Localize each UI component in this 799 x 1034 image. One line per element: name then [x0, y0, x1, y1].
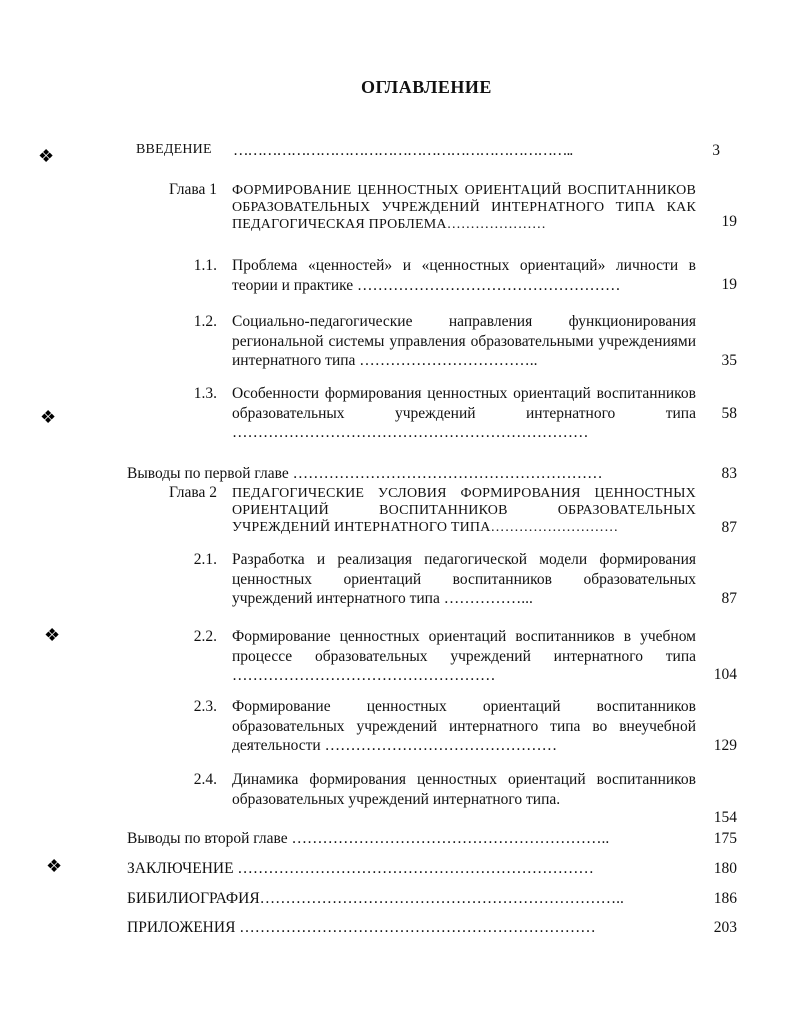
toc-section-2-3-page: 129: [713, 737, 737, 754]
toc-section-2-2-title: Формирование ценностных ориентаций воспитанников в учебном процессе образовательных учреждений интернатного типа ……………………………………………: [232, 628, 696, 684]
toc-entry-intro-page: 3: [712, 142, 720, 159]
toc-entry-intro-title: ВВЕДЕНИЕ: [136, 142, 212, 157]
toc-section-2-3-label: 2.3.: [193, 698, 217, 715]
toc-section-2-4-page: 154: [713, 809, 737, 826]
toc-section-2-3-title: Формирование ценностных ориентаций воспитанников образовательных учреждений интернатного типа во внеучебной деятельности ………………………………………: [232, 698, 696, 754]
toc-section-1-2-page: 35: [721, 352, 737, 369]
binding-mark: ❖: [46, 856, 63, 876]
toc-section-2-1-title: Разработка и реализация педагогической модели формирования ценностных ориентаций воспитанников образовательных учреждений интернатного типа ……………...: [232, 551, 696, 607]
toc-section-2-4-label: 2.4.: [193, 771, 217, 788]
toc-final-title: ЗАКЛЮЧЕНИЕ ……………………………………………………………: [127, 860, 594, 877]
toc-chapter-1-page: 19: [721, 213, 737, 230]
toc-chapter-2-title: ПЕДАГОГИЧЕСКИЕ УСЛОВИЯ ФОРМИРОВАНИЯ ЦЕННОСТНЫХ ОРИЕНТАЦИЙ ВОСПИТАННИКОВ ОБРАЗОВАТЕЛЬНЫХ УЧРЕЖДЕНИЙ ИНТЕРНАТНОГО ТИПА………………………: [232, 486, 696, 535]
toc-section-1-1-page: 19: [721, 276, 737, 293]
toc-section-1-2-label: 1.2.: [193, 313, 217, 330]
toc-final-page: 180: [713, 860, 737, 877]
toc-chapter-2-page: 87: [721, 519, 737, 536]
binding-mark: ❖: [38, 146, 55, 166]
toc-appendix-title: ПРИЛОЖЕНИЯ ……………………………………………………………: [127, 919, 596, 936]
page-title: ОГЛАВЛЕНИЕ: [361, 77, 492, 97]
toc-chapter-2-label: Глава 2: [168, 484, 217, 501]
toc-section-1-3-title: Особенности формирования ценностных ориентаций воспитанников образовательных учреждений интернатного типа ……………………………………………………………: [232, 385, 696, 441]
toc-chapter-1-title: ФОРМИРОВАНИЕ ЦЕННОСТНЫХ ОРИЕНТАЦИЙ ВОСПИТАННИКОВ ОБРАЗОВАТЕЛЬНЫХ УЧРЕЖДЕНИЙ ИНТЕРНАТНОГО ТИПА КАК ПЕДАГОГИЧЕСКАЯ ПРОБЛЕМА…………………: [232, 183, 696, 232]
binding-mark: ❖: [44, 625, 61, 645]
toc-leader-dots: ……………………………………………………………..: [233, 142, 573, 159]
toc-bibliography-title: БИБИЛИОГРАФИЯ……………………………………………………………..: [127, 890, 624, 907]
toc-section-2-1-page: 87: [721, 590, 737, 607]
toc-section-2-2-page: 104: [713, 666, 737, 683]
toc-conclusion-1-title: Выводы по первой главе ……………………………………………………: [127, 465, 603, 482]
toc-conclusion-2-title: Выводы по второй главе ……………………………………………………..: [127, 830, 610, 847]
toc-section-1-1-title: Проблема «ценностей» и «ценностных ориентаций» личности в теории и практике ……………………………………………: [232, 257, 696, 294]
toc-appendix-page: 203: [713, 919, 737, 936]
toc-conclusion-2-page: 175: [713, 830, 737, 847]
toc-section-2-1-label: 2.1.: [193, 551, 217, 568]
toc-bibliography-page: 186: [713, 890, 737, 907]
toc-chapter-1-label: Глава 1: [168, 181, 217, 198]
toc-section-2-4-title: Динамика формирования ценностных ориентаций воспитанников образовательных учреждений интернатного типа.: [232, 771, 696, 808]
binding-mark: ❖: [40, 407, 57, 427]
toc-section-1-1-label: 1.1.: [193, 257, 217, 274]
toc-section-2-2-label: 2.2.: [193, 628, 217, 645]
toc-section-1-2-title: Социально-педагогические направления функционирования региональной системы управления образовательными учреждениями интернатного типа ……………………………..: [232, 313, 696, 369]
toc-section-1-3-label: 1.3.: [193, 385, 217, 402]
toc-section-1-3-page: 58: [721, 405, 737, 422]
toc-conclusion-1-page: 83: [721, 465, 737, 482]
